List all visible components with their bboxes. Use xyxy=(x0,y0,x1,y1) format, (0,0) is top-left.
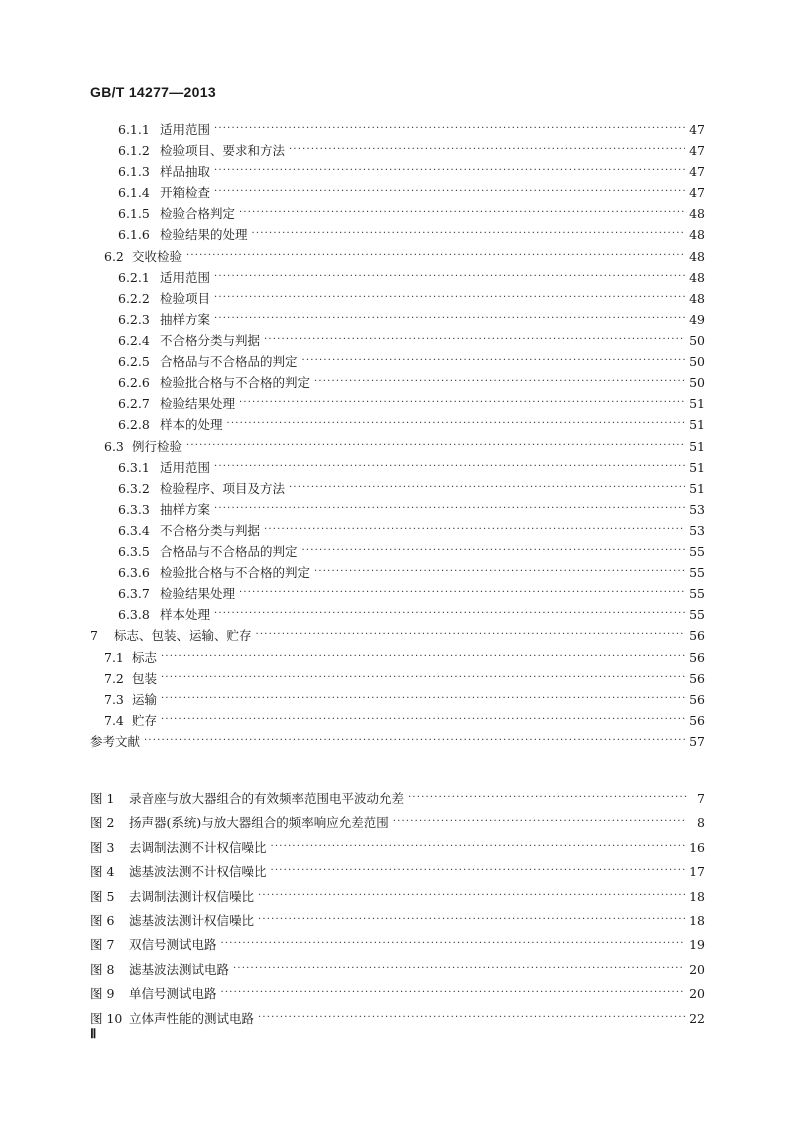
entry-page: 7 xyxy=(697,790,705,806)
dot-leader xyxy=(314,375,685,389)
page-number: Ⅱ xyxy=(90,1026,97,1041)
entry-title: 扬声器(系统)与放大器组合的频率响应允差范围 xyxy=(129,815,389,830)
entry-number: 图 1 xyxy=(90,791,115,806)
entry-number: 6.3 xyxy=(104,438,124,454)
entry-page: 48 xyxy=(689,226,705,242)
standard-code: GB/T 14277—2013 xyxy=(90,84,216,100)
entry-number: 6.3.8 xyxy=(118,606,150,622)
entry-title: 检验项目 xyxy=(160,291,211,306)
entry-number: 7.4 xyxy=(104,712,124,728)
entry-title: 适用范围 xyxy=(160,122,211,137)
entry-page: 55 xyxy=(689,564,705,580)
dot-leader xyxy=(214,460,685,474)
entry-page: 48 xyxy=(689,290,705,306)
dot-leader xyxy=(314,565,685,579)
entry-number: 6.2.6 xyxy=(118,374,150,390)
toc-entry[interactable] xyxy=(118,119,705,139)
entry-page: 56 xyxy=(689,712,705,728)
entry-page: 51 xyxy=(689,395,705,411)
dot-leader xyxy=(214,502,685,516)
entry-number: 6.3.2 xyxy=(118,480,150,496)
entry-page: 56 xyxy=(689,627,705,643)
entry-page: 22 xyxy=(689,1010,705,1026)
toc-entry[interactable] xyxy=(118,520,705,540)
entry-title: 立体声性能的测试电路 xyxy=(129,1011,255,1026)
dot-leader xyxy=(214,291,685,305)
dot-leader xyxy=(256,628,686,642)
dot-leader xyxy=(302,354,686,368)
dot-leader xyxy=(302,544,686,558)
toc-entry[interactable] xyxy=(118,372,705,392)
dot-leader xyxy=(186,249,685,263)
entry-number: 6.2.8 xyxy=(118,416,150,432)
entry-page: 57 xyxy=(689,733,705,749)
entry-title: 检验项目、要求和方法 xyxy=(160,143,286,158)
toc-entry[interactable] xyxy=(104,710,705,730)
entry-page: 50 xyxy=(689,353,705,369)
entry-page: 18 xyxy=(689,888,705,904)
entry-title: 单信号测试电路 xyxy=(129,986,217,1001)
toc-entry[interactable] xyxy=(118,288,705,308)
entry-title: 交收检验 xyxy=(132,249,183,264)
entry-page: 51 xyxy=(689,416,705,432)
entry-number: 6.2 xyxy=(104,248,124,264)
entry-title: 合格品与不合格品的判定 xyxy=(160,544,298,559)
dot-leader xyxy=(227,417,686,431)
toc-entry[interactable] xyxy=(90,934,705,954)
dot-leader xyxy=(144,734,685,748)
entry-title: 样本处理 xyxy=(160,607,211,622)
dot-leader xyxy=(408,791,687,805)
entry-page: 47 xyxy=(689,142,705,158)
entry-number: 6.3.4 xyxy=(118,522,150,538)
entry-title: 运输 xyxy=(132,692,158,707)
toc-entry[interactable] xyxy=(90,812,705,832)
dot-leader xyxy=(161,650,685,664)
entry-number: 6.2.1 xyxy=(118,269,150,285)
entry-title: 检验合格判定 xyxy=(160,206,236,221)
entry-title: 抽样方案 xyxy=(160,502,211,517)
entry-title: 不合格分类与判据 xyxy=(160,523,261,538)
entry-number: 6.2.3 xyxy=(118,311,150,327)
dot-leader xyxy=(264,333,685,347)
entry-page: 50 xyxy=(689,374,705,390)
entry-number: 6.1.6 xyxy=(118,226,150,242)
dot-leader xyxy=(393,815,687,829)
entry-page: 18 xyxy=(689,912,705,928)
entry-title: 滤基波法测计权信噪比 xyxy=(129,913,255,928)
toc-entry[interactable] xyxy=(104,689,705,709)
toc-entry[interactable] xyxy=(118,499,705,519)
entry-number: 图 5 xyxy=(90,889,115,904)
entry-number: 7.3 xyxy=(104,691,124,707)
entry-title: 适用范围 xyxy=(160,270,211,285)
entry-page: 19 xyxy=(689,936,705,952)
entry-number: 6.3.3 xyxy=(118,501,150,517)
toc-entry[interactable] xyxy=(118,583,705,603)
dot-leader xyxy=(214,270,685,284)
entry-title: 去调制法测不计权信噪比 xyxy=(129,840,267,855)
toc-entry[interactable] xyxy=(118,351,705,371)
toc-entry[interactable] xyxy=(118,140,705,160)
entry-page: 47 xyxy=(689,121,705,137)
toc-entry[interactable] xyxy=(104,246,705,266)
toc-entry[interactable] xyxy=(118,604,705,624)
entry-page: 49 xyxy=(689,311,705,327)
entry-number: 6.3.5 xyxy=(118,543,150,559)
entry-page: 48 xyxy=(689,269,705,285)
toc-entry[interactable] xyxy=(118,414,705,434)
entry-title: 贮存 xyxy=(132,713,158,728)
entry-title: 检验批合格与不合格的判定 xyxy=(160,375,311,390)
entry-page: 47 xyxy=(689,184,705,200)
entry-title: 检验结果的处理 xyxy=(160,227,248,242)
dot-leader xyxy=(264,523,685,537)
entry-title: 滤基波法测试电路 xyxy=(129,962,230,977)
toc-entry[interactable] xyxy=(118,541,705,561)
dot-leader xyxy=(239,586,685,600)
toc-entry[interactable] xyxy=(118,562,705,582)
dot-leader xyxy=(289,481,685,495)
entry-title: 双信号测试电路 xyxy=(129,937,217,952)
entry-number: 6.1.1 xyxy=(118,121,150,137)
toc-entry[interactable] xyxy=(118,393,705,413)
toc-entry[interactable] xyxy=(104,668,705,688)
dot-leader xyxy=(214,607,685,621)
entry-number: 6.1.5 xyxy=(118,205,150,221)
entry-page: 53 xyxy=(689,522,705,538)
entry-page: 55 xyxy=(689,543,705,559)
entry-page: 20 xyxy=(689,985,705,1001)
dot-leader xyxy=(214,122,685,136)
entry-number: 图 7 xyxy=(90,937,115,952)
entry-page: 16 xyxy=(689,839,705,855)
entry-title: 检验结果处理 xyxy=(160,396,236,411)
entry-number: 图 3 xyxy=(90,840,115,855)
entry-title: 检验程序、项目及方法 xyxy=(160,481,286,496)
dot-leader xyxy=(239,206,685,220)
dot-leader xyxy=(161,671,685,685)
entry-title: 抽样方案 xyxy=(160,312,211,327)
toc-entry[interactable] xyxy=(90,731,705,751)
entry-number: 6.2.2 xyxy=(118,290,150,306)
entry-number: 6.2.4 xyxy=(118,332,150,348)
entry-page: 55 xyxy=(689,585,705,601)
entry-title: 参考文献 xyxy=(90,734,141,749)
dot-leader xyxy=(239,396,685,410)
entry-number: 6.1.2 xyxy=(118,142,150,158)
toc-entry[interactable] xyxy=(118,224,705,244)
entry-page: 17 xyxy=(689,863,705,879)
toc-entry[interactable] xyxy=(90,788,705,808)
dot-leader xyxy=(221,986,686,1000)
entry-page: 53 xyxy=(689,501,705,517)
entry-title: 检验结果处理 xyxy=(160,586,236,601)
dot-leader xyxy=(258,913,685,927)
entry-title: 标志、包装、运输、贮存 xyxy=(114,628,252,643)
entry-title: 标志 xyxy=(132,650,158,665)
entry-page: 50 xyxy=(689,332,705,348)
dot-leader xyxy=(186,439,685,453)
dot-leader xyxy=(161,713,685,727)
dot-leader xyxy=(233,962,685,976)
toc-entry[interactable] xyxy=(104,647,705,667)
dot-leader xyxy=(258,1011,685,1025)
dot-leader xyxy=(289,143,685,157)
toc-entry[interactable] xyxy=(104,436,705,456)
toc-entry[interactable] xyxy=(90,625,705,645)
entry-number: 6.1.3 xyxy=(118,163,150,179)
entry-page: 56 xyxy=(689,691,705,707)
dot-leader xyxy=(252,227,686,241)
entry-number: 7.1 xyxy=(104,649,124,665)
toc-entry[interactable] xyxy=(90,959,705,979)
entry-number: 图 2 xyxy=(90,815,115,830)
dot-leader xyxy=(271,840,686,854)
dot-leader xyxy=(214,185,685,199)
toc-entry[interactable] xyxy=(90,861,705,881)
entry-title: 合格品与不合格品的判定 xyxy=(160,354,298,369)
entry-number: 6.2.7 xyxy=(118,395,150,411)
toc-entry[interactable] xyxy=(118,478,705,498)
entry-number: 6.2.5 xyxy=(118,353,150,369)
toc-entry[interactable] xyxy=(90,983,705,1003)
entry-page: 51 xyxy=(689,438,705,454)
entry-number: 图 9 xyxy=(90,986,115,1001)
entry-number: 6.3.1 xyxy=(118,459,150,475)
entry-page: 48 xyxy=(689,205,705,221)
dot-leader xyxy=(214,164,685,178)
entry-number: 图 6 xyxy=(90,913,115,928)
entry-title: 检验批合格与不合格的判定 xyxy=(160,565,311,580)
toc-entry[interactable] xyxy=(118,203,705,223)
dot-leader xyxy=(161,692,685,706)
entry-page: 56 xyxy=(689,649,705,665)
dot-leader xyxy=(221,937,686,951)
entry-title: 样品抽取 xyxy=(160,164,211,179)
entry-title: 滤基波法测不计权信噪比 xyxy=(129,864,267,879)
entry-number: 图 8 xyxy=(90,962,115,977)
entry-page: 8 xyxy=(697,814,705,830)
entry-number: 6.3.7 xyxy=(118,585,150,601)
toc-entry[interactable] xyxy=(118,457,705,477)
toc-entry[interactable] xyxy=(118,330,705,350)
toc-entry[interactable] xyxy=(118,182,705,202)
entry-number: 6.3.6 xyxy=(118,564,150,580)
entry-page: 20 xyxy=(689,961,705,977)
entry-title: 样本的处理 xyxy=(160,417,223,432)
entry-number: 7 xyxy=(90,627,98,643)
entry-title: 例行检验 xyxy=(132,439,183,454)
entry-number: 6.1.4 xyxy=(118,184,150,200)
entry-page: 55 xyxy=(689,606,705,622)
entry-number: 图 10 xyxy=(90,1011,123,1026)
entry-number: 图 4 xyxy=(90,864,115,879)
toc-entry[interactable] xyxy=(118,309,705,329)
toc-entry[interactable] xyxy=(90,837,705,857)
toc-entry[interactable] xyxy=(118,267,705,287)
entry-title: 开箱检查 xyxy=(160,185,211,200)
entry-page: 56 xyxy=(689,670,705,686)
entry-title: 适用范围 xyxy=(160,460,211,475)
entry-title: 去调制法测计权信噪比 xyxy=(129,889,255,904)
dot-leader xyxy=(214,312,685,326)
entry-page: 51 xyxy=(689,459,705,475)
dot-leader xyxy=(258,889,685,903)
entry-title: 包装 xyxy=(132,671,158,686)
entry-page: 51 xyxy=(689,480,705,496)
dot-leader xyxy=(271,864,686,878)
entry-page: 47 xyxy=(689,163,705,179)
toc-entry[interactable] xyxy=(118,161,705,181)
toc-entry[interactable] xyxy=(90,910,705,930)
entry-page: 48 xyxy=(689,248,705,264)
entry-title: 录音座与放大器组合的有效频率范围电平波动允差 xyxy=(129,791,405,806)
toc-entry[interactable] xyxy=(90,1008,705,1028)
toc-entry[interactable] xyxy=(90,886,705,906)
entry-title: 不合格分类与判据 xyxy=(160,333,261,348)
entry-number: 7.2 xyxy=(104,670,124,686)
